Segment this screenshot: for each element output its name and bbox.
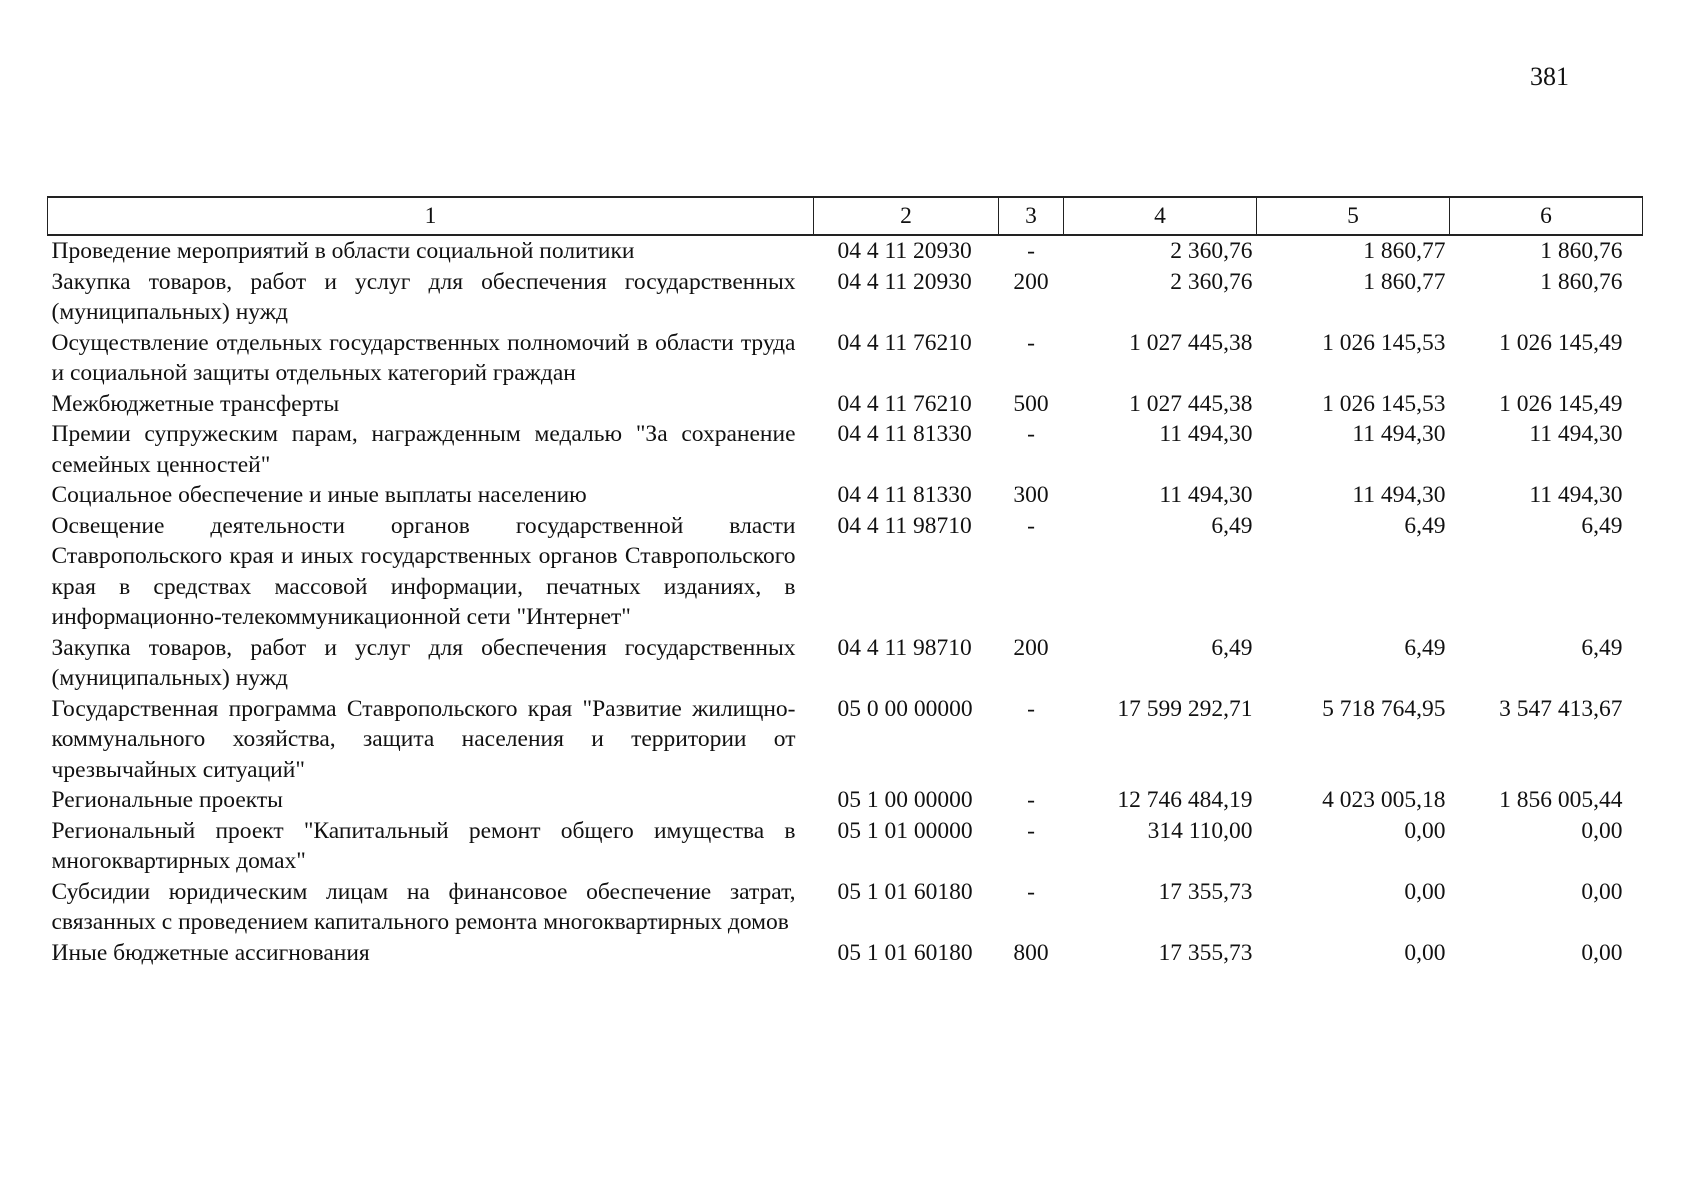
row-expense-type: - xyxy=(1027,695,1035,722)
row-expense-type: - xyxy=(1027,329,1035,356)
row-name: Премии супружеским парам, награжденным медалью "За сохранение семейных ценностей" xyxy=(51,421,796,478)
table-row xyxy=(48,267,1643,328)
row-expense-type: 200 xyxy=(1013,634,1049,661)
table-row xyxy=(48,785,1643,816)
table-row xyxy=(48,419,1643,480)
row-name: Социальное обеспечение и иные выплаты населению xyxy=(51,482,587,508)
row-amount-col-4: 6,49 xyxy=(1211,634,1253,661)
table-body xyxy=(48,235,1643,968)
row-code: 04 4 11 20930 xyxy=(837,238,972,264)
row-expense-type: - xyxy=(1027,817,1035,844)
row-amount-col-4: 17 599 292,71 xyxy=(1117,695,1253,722)
page-number: 381 xyxy=(1530,62,1569,91)
row-amount-col-6: 6,49 xyxy=(1581,634,1623,661)
row-name: Субсидии юридическим лицам на финансовое обеспечение затрат, связанных с проведением капитального ремонта многоквартирных домов xyxy=(51,878,796,935)
row-amount-col-5: 1 860,77 xyxy=(1363,238,1446,264)
row-code: 05 0 00 00000 xyxy=(837,695,973,722)
row-amount-col-4: 314 110,00 xyxy=(1147,817,1253,844)
row-expense-type: 200 xyxy=(1013,268,1049,295)
table-row xyxy=(48,389,1643,420)
row-expense-type: 800 xyxy=(1013,939,1049,966)
row-amount-col-5: 11 494,30 xyxy=(1352,482,1446,508)
header-col-6: 6 xyxy=(1450,197,1643,235)
row-amount-col-6: 1 856 005,44 xyxy=(1499,787,1623,813)
row-amount-col-4: 1 027 445,38 xyxy=(1129,329,1253,356)
table-header xyxy=(48,197,1643,235)
row-amount-col-6: 3 547 413,67 xyxy=(1499,695,1623,722)
row-code: 04 4 11 98710 xyxy=(837,634,972,661)
row-amount-col-6: 6,49 xyxy=(1581,512,1623,539)
row-amount-col-4: 2 360,76 xyxy=(1170,238,1253,264)
row-name: Межбюджетные трансферты xyxy=(51,390,340,417)
row-name: Закупка товаров, работ и услуг для обеспечения государственных (муниципальных) нужд xyxy=(51,268,796,325)
row-code: 04 4 11 20930 xyxy=(837,268,972,295)
row-expense-type: 500 xyxy=(1013,390,1049,417)
row-expense-type: - xyxy=(1027,421,1035,447)
header-col-1: 1 xyxy=(48,197,814,235)
row-amount-col-5: 4 023 005,18 xyxy=(1322,787,1446,813)
row-amount-col-4: 12 746 484,19 xyxy=(1117,787,1253,813)
row-expense-type: - xyxy=(1027,238,1035,264)
row-name: Освещение деятельности органов государственной власти Ставропольского края и иных государственных органов Ставропольского края в средствах массовой информации, печатных изданиях, в информационно-телекоммуникационной сети "Интернет" xyxy=(51,512,796,630)
row-amount-col-5: 6,49 xyxy=(1404,512,1446,539)
row-code: 04 4 11 81330 xyxy=(837,482,972,508)
row-code: 05 1 01 00000 xyxy=(837,817,973,844)
row-amount-col-6: 1 026 145,49 xyxy=(1499,390,1623,417)
row-name: Проведение мероприятий в области социальной политики xyxy=(51,238,635,264)
table-row xyxy=(48,877,1643,938)
row-amount-col-4: 2 360,76 xyxy=(1170,268,1253,295)
table-row xyxy=(48,694,1643,786)
row-amount-col-4: 17 355,73 xyxy=(1158,939,1253,966)
row-code: 05 1 00 00000 xyxy=(837,787,973,813)
header-col-2: 2 xyxy=(814,197,999,235)
row-amount-col-6: 0,00 xyxy=(1581,939,1623,966)
row-amount-col-5: 0,00 xyxy=(1404,817,1446,844)
row-amount-col-4: 1 027 445,38 xyxy=(1129,390,1253,417)
row-name: Региональные проекты xyxy=(51,787,283,813)
table-row xyxy=(48,633,1643,694)
row-expense-type: - xyxy=(1027,512,1035,539)
header-row xyxy=(48,197,1643,235)
row-code: 04 4 11 81330 xyxy=(837,421,972,447)
row-amount-col-5: 1 026 145,53 xyxy=(1322,329,1446,356)
header-col-4: 4 xyxy=(1064,197,1257,235)
row-name: Региональный проект "Капитальный ремонт общего имущества в многоквартирных домах" xyxy=(51,817,796,874)
row-code: 05 1 01 60180 xyxy=(837,878,973,905)
row-amount-col-4: 6,49 xyxy=(1211,512,1253,539)
row-amount-col-6: 11 494,30 xyxy=(1529,482,1623,508)
row-amount-col-6: 0,00 xyxy=(1581,878,1623,905)
row-amount-col-5: 1 026 145,53 xyxy=(1322,390,1446,417)
header-col-3: 3 xyxy=(999,197,1064,235)
row-amount-col-4: 11 494,30 xyxy=(1159,482,1253,508)
row-code: 04 4 11 76210 xyxy=(837,329,972,356)
row-amount-col-6: 1 860,76 xyxy=(1540,268,1623,295)
row-amount-col-6: 1 860,76 xyxy=(1540,238,1623,264)
row-amount-col-5: 0,00 xyxy=(1404,939,1446,966)
table-row xyxy=(48,235,1643,267)
row-name: Государственная программа Ставропольского края "Развитие жилищно-коммунального хозяйства, защита населения и территории от чрезвычайных ситуаций" xyxy=(51,695,796,783)
table-row xyxy=(48,938,1643,969)
row-expense-type: - xyxy=(1027,878,1035,905)
row-amount-col-5: 0,00 xyxy=(1404,878,1446,905)
row-amount-col-5: 1 860,77 xyxy=(1363,268,1446,295)
row-amount-col-5: 6,49 xyxy=(1404,634,1446,661)
row-amount-col-4: 11 494,30 xyxy=(1159,421,1253,447)
row-name: Закупка товаров, работ и услуг для обеспечения государственных (муниципальных) нужд xyxy=(51,634,796,691)
table-row xyxy=(48,511,1643,633)
row-amount-col-6: 0,00 xyxy=(1581,817,1623,844)
row-amount-col-5: 5 718 764,95 xyxy=(1322,695,1446,722)
row-code: 04 4 11 98710 xyxy=(837,512,972,539)
row-amount-col-6: 1 026 145,49 xyxy=(1499,329,1623,356)
row-expense-type: 300 xyxy=(1013,482,1049,508)
row-amount-col-5: 11 494,30 xyxy=(1352,421,1446,447)
row-code: 04 4 11 76210 xyxy=(837,390,972,417)
budget-table xyxy=(47,196,1643,968)
row-expense-type: - xyxy=(1027,787,1035,813)
row-amount-col-4: 17 355,73 xyxy=(1158,878,1253,905)
header-col-5: 5 xyxy=(1257,197,1450,235)
row-amount-col-6: 11 494,30 xyxy=(1529,421,1623,447)
table-row xyxy=(48,816,1643,877)
row-code: 05 1 01 60180 xyxy=(837,939,973,966)
table-row xyxy=(48,480,1643,511)
row-name: Осуществление отдельных государственных полномочий в области труда и социальной защиты отдельных категорий граждан xyxy=(51,329,796,386)
table-row xyxy=(48,328,1643,389)
row-name: Иные бюджетные ассигнования xyxy=(51,939,370,966)
